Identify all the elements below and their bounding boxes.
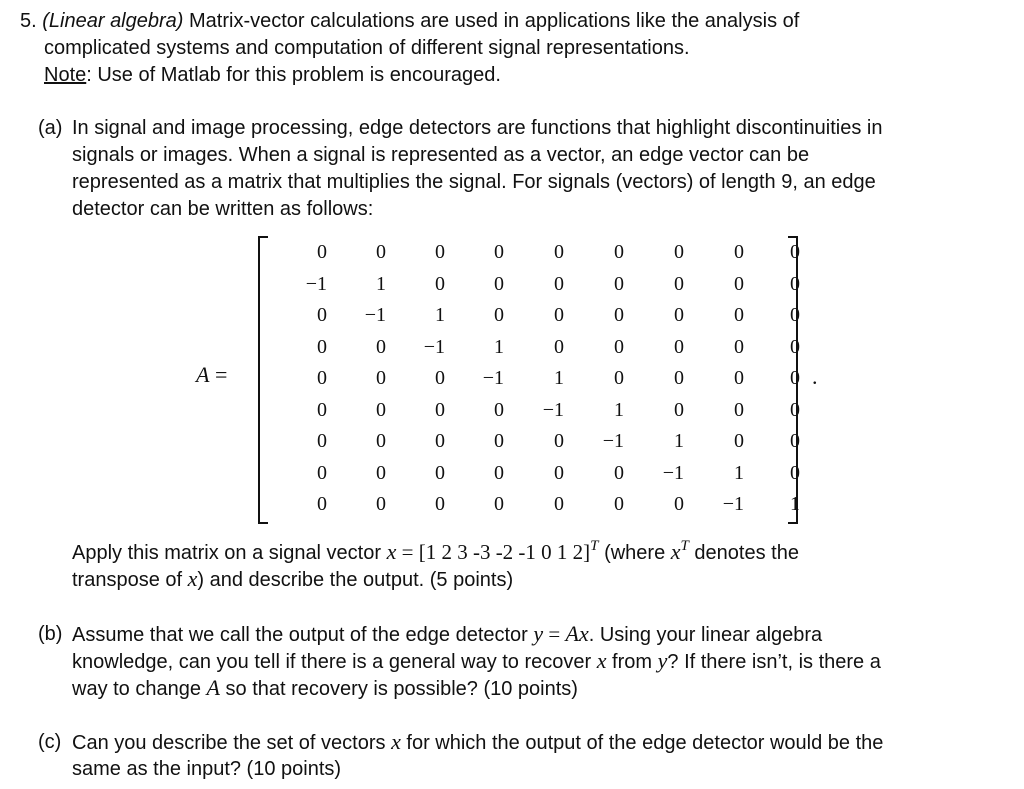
part-b-line3-a: way to change: [72, 678, 207, 700]
matrix-cell: 0: [494, 272, 504, 295]
matrix-cell: −1: [364, 304, 386, 326]
apply-line2-a: transpose of: [72, 569, 188, 591]
matrix-cell: 0: [317, 461, 327, 484]
matrix-cell: 0: [494, 241, 504, 263]
problem-header: [20, 8, 799, 34]
matrix-cell: −1: [423, 335, 445, 358]
part-b-line2-a: knowledge, can you tell if there is a general way to recover: [72, 651, 597, 673]
part-a-apply-line2: [72, 566, 513, 593]
problem-number: 5.: [20, 10, 37, 32]
matrix-cell: 0: [734, 335, 744, 358]
matrix-cell: 0: [435, 241, 445, 263]
problem-intro-line1: Matrix-vector calculations are used in applications like the analysis of: [183, 10, 800, 32]
matrix-cell: 0: [317, 304, 327, 326]
matrix-cell: 0: [734, 272, 744, 295]
part-b-line2-c: ? If there isn’t, is there a: [667, 651, 881, 673]
part-a-line3: represented as a matrix that multiplies the signal. For signals (vectors) of length 9, an edge: [72, 171, 876, 193]
matrix-cell: −1: [722, 493, 744, 515]
matrix-equals: =: [209, 362, 228, 387]
part-c-line1-a: Can you describe the set of vectors: [72, 732, 392, 754]
part-b-label: (b): [38, 623, 63, 645]
matrix-cell: −1: [542, 398, 564, 421]
matrix-cell: 0: [435, 367, 445, 389]
note-text: : Use of Matlab for this problem is encouraged.: [86, 64, 501, 86]
matrix-cell: 0: [494, 430, 504, 452]
matrix-cell: 0: [554, 430, 564, 452]
matrix-cell: 0: [317, 367, 327, 389]
matrix-cell: 0: [614, 272, 624, 295]
matrix-grid: [266, 240, 800, 516]
matrix-cell: 0: [674, 335, 684, 358]
matrix-label: [196, 362, 227, 388]
matrix-cell: −1: [662, 461, 684, 484]
matrix-cell: 0: [734, 398, 744, 421]
matrix-cell: −1: [602, 430, 624, 452]
matrix-cell: 0: [734, 430, 744, 452]
matrix-cell: 0: [734, 367, 744, 389]
matrix-cell: 0: [317, 493, 327, 515]
matrix-cell: 0: [376, 367, 386, 389]
matrix-cell: 0: [790, 367, 800, 389]
matrix-cell: 0: [790, 335, 800, 358]
part-b-line3: [72, 675, 578, 702]
matrix-cell: 0: [614, 304, 624, 326]
part-a-line4: detector can be written as follows:: [72, 198, 374, 220]
matrix-cell: 0: [494, 398, 504, 421]
matrix-cell: 0: [435, 272, 445, 295]
matrix-cell: 0: [614, 367, 624, 389]
matrix-cell: 0: [376, 335, 386, 358]
matrix-cell: 1: [790, 493, 800, 515]
matrix-cell: 0: [790, 241, 800, 263]
matrix-cell: 1: [494, 335, 504, 358]
part-c-label: (c): [38, 731, 62, 753]
matrix-cell: 0: [674, 241, 684, 263]
matrix-cell: 1: [674, 430, 684, 452]
matrix-cell: 1: [614, 398, 624, 421]
matrix-cell: 0: [317, 241, 327, 263]
matrix-cell: 0: [435, 430, 445, 452]
problem-note: [44, 62, 501, 88]
matrix-cell: 0: [674, 304, 684, 326]
matrix-cell: 0: [494, 493, 504, 515]
matrix-cell: 0: [674, 367, 684, 389]
part-b-y: y: [533, 621, 544, 646]
part-b-line2: [72, 648, 881, 675]
matrix-cell: 0: [435, 493, 445, 515]
part-b-Ax: Ax: [565, 621, 589, 646]
part-c-line2: same as the input? (10 points): [72, 758, 342, 780]
apply-transpose-sup: T: [590, 538, 599, 554]
apply-vector: [1 2 3 -3 -2 -1 0 1 2]: [418, 540, 591, 564]
matrix-cell: 0: [614, 493, 624, 515]
matrix-cell: 0: [614, 241, 624, 263]
problem-topic: (Linear algebra): [42, 10, 184, 32]
matrix-cell: 0: [790, 398, 800, 421]
matrix-cell: 0: [317, 430, 327, 452]
matrix-cell: 0: [554, 493, 564, 515]
matrix-period: .: [812, 364, 818, 389]
matrix-cell: 0: [614, 461, 624, 484]
part-c-line1: [72, 729, 883, 756]
part-a-line1: In signal and image processing, edge detectors are functions that highlight discontinuities in: [72, 117, 883, 139]
matrix-cell: 0: [614, 335, 624, 358]
part-a-label: (a): [38, 117, 63, 139]
part-a-apply-line1: [72, 539, 799, 568]
part-b-line3-A: A: [206, 675, 220, 700]
part-b-line1-b: . Using your linear algebra: [588, 624, 823, 646]
part-b-line3-b: so that recovery is possible? (10 points): [219, 678, 578, 700]
matrix-cell: 1: [435, 304, 445, 326]
matrix-cell: 0: [554, 335, 564, 358]
matrix-cell: 0: [376, 493, 386, 515]
matrix-cell: 1: [554, 367, 564, 389]
problem-intro-line2: complicated systems and computation of different signal representations.: [44, 37, 690, 59]
matrix-cell: 0: [790, 272, 800, 295]
matrix-cell: 0: [317, 398, 327, 421]
matrix-cell: 0: [674, 493, 684, 515]
note-label: Note: [44, 64, 87, 86]
part-b-line1: [72, 621, 822, 648]
matrix-cell: 0: [790, 461, 800, 484]
matrix-cell: 0: [554, 272, 564, 295]
matrix-cell: 0: [734, 304, 744, 326]
matrix-cell: 0: [674, 398, 684, 421]
matrix-cell: −1: [482, 367, 504, 389]
apply-x: x: [386, 539, 397, 564]
part-c-line1-b: for which the output of the edge detector would be the: [400, 732, 884, 754]
matrix-cell: 1: [734, 461, 744, 484]
matrix-cell: 0: [674, 272, 684, 295]
apply-line2-x: x: [187, 566, 198, 591]
matrix-cell: 0: [376, 398, 386, 421]
part-b-line1-a: Assume that we call the output of the edge detector: [72, 624, 534, 646]
apply-transpose-sup2: T: [680, 538, 689, 554]
matrix-cell: 0: [376, 430, 386, 452]
part-b-line2-y: y: [657, 648, 668, 673]
part-b-line2-b: from: [606, 651, 658, 673]
matrix-cell: 0: [435, 461, 445, 484]
matrix-cell: 0: [435, 398, 445, 421]
matrix-cell: 0: [554, 241, 564, 263]
part-b-line2-x: x: [596, 648, 607, 673]
matrix-cell: −1: [305, 272, 327, 295]
apply-line2-b: ) and describe the output. (5 points): [197, 569, 514, 591]
matrix-cell: 0: [317, 335, 327, 358]
apply-xT: x: [670, 539, 681, 564]
apply-text3: denotes the: [688, 542, 799, 564]
apply-text1: Apply this matrix on a signal vector: [72, 542, 387, 564]
matrix-cell: 0: [554, 304, 564, 326]
matrix-cell: 0: [376, 241, 386, 263]
part-a-line2: signals or images. When a signal is represented as a vector, an edge vector can be: [72, 144, 810, 166]
matrix-cell: 0: [494, 304, 504, 326]
matrix-variable: A: [196, 362, 210, 387]
matrix-cell: 1: [376, 272, 386, 295]
matrix-cell: 0: [734, 241, 744, 263]
matrix-cell: 0: [376, 461, 386, 484]
matrix-cell: 0: [790, 304, 800, 326]
matrix-cell: 0: [790, 430, 800, 452]
matrix-cell: 0: [494, 461, 504, 484]
apply-equals: =: [396, 540, 419, 564]
apply-text2: (where: [598, 542, 671, 564]
part-c-x: x: [391, 729, 401, 754]
part-b-equals: =: [543, 622, 566, 646]
matrix-cell: 0: [554, 461, 564, 484]
